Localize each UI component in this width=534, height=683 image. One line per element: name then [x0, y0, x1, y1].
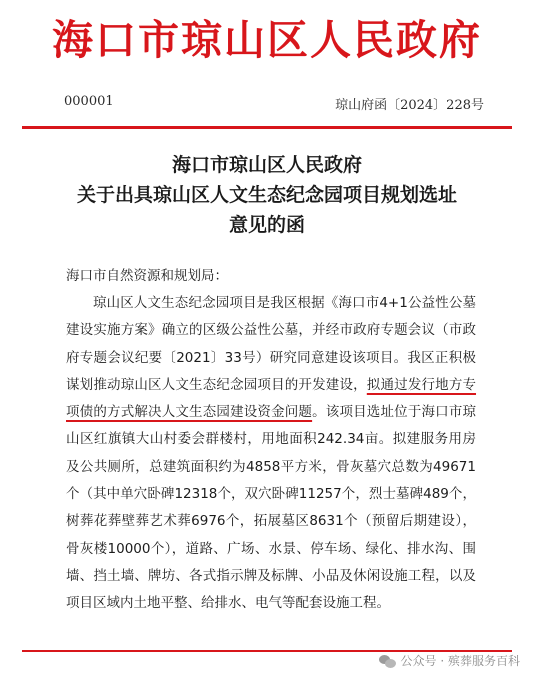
doc-number: 000001: [64, 94, 114, 109]
highlighted-text: 拟通过发行地方专项债的方式解决人文生态园建设资金问题: [66, 376, 477, 421]
body-text-before: 琼山区人文生态纪念园项目是我区根据《海口市4+1公益性公墓建设实施方案》确立的区级公益性公墓，并经市政府专题会议（市政府专题会议纪要〔2021〕33号）研究同意建设该项目。我区正积极谋划推动琼山区人文生态纪念园项目的开发建设，: [66, 295, 476, 393]
title-line-1: 海口市琼山区人民政府: [171, 154, 362, 176]
salutation: 海口市自然资源和规划局：: [66, 268, 228, 284]
watermark: [379, 652, 520, 669]
file-code: 琼山府函〔2024〕228号: [335, 98, 484, 113]
body-text-after: 。该项目选址位于海口市琼山区红旗镇大山村委会群楼村，用地面积242.34亩。拟建服务用房及公共厕所，总建筑面积约为4858平方米，骨灰墓穴总数为49671个（其中单穴卧碑12318个，双穴卧碑11257个，烈士墓碑489个，树葬花葬壁葬艺术葬6976个，拓展墓区8631个（预留后期建设），骨灰楼10000个），道路、广场、水景、停车场、绿化、排水沟、围墙、挡土墙、牌坊、各式指示牌及标牌、小品及休闲设施工程，以及项目区域内土地平整、给排水、电气等配套设施工程。: [66, 404, 477, 612]
title-line-3: 意见的函: [228, 214, 305, 236]
body-paragraph: [66, 290, 476, 618]
title-line-2: 关于出具琼山区人文生态纪念园项目规划选址: [76, 184, 457, 206]
watermark-text: 公众号 · 殡葬服务百科: [400, 654, 520, 668]
wechat-icon: [379, 654, 397, 668]
issuer-header: 海口市琼山区人民政府: [52, 16, 482, 64]
red-divider-top: [22, 126, 512, 129]
